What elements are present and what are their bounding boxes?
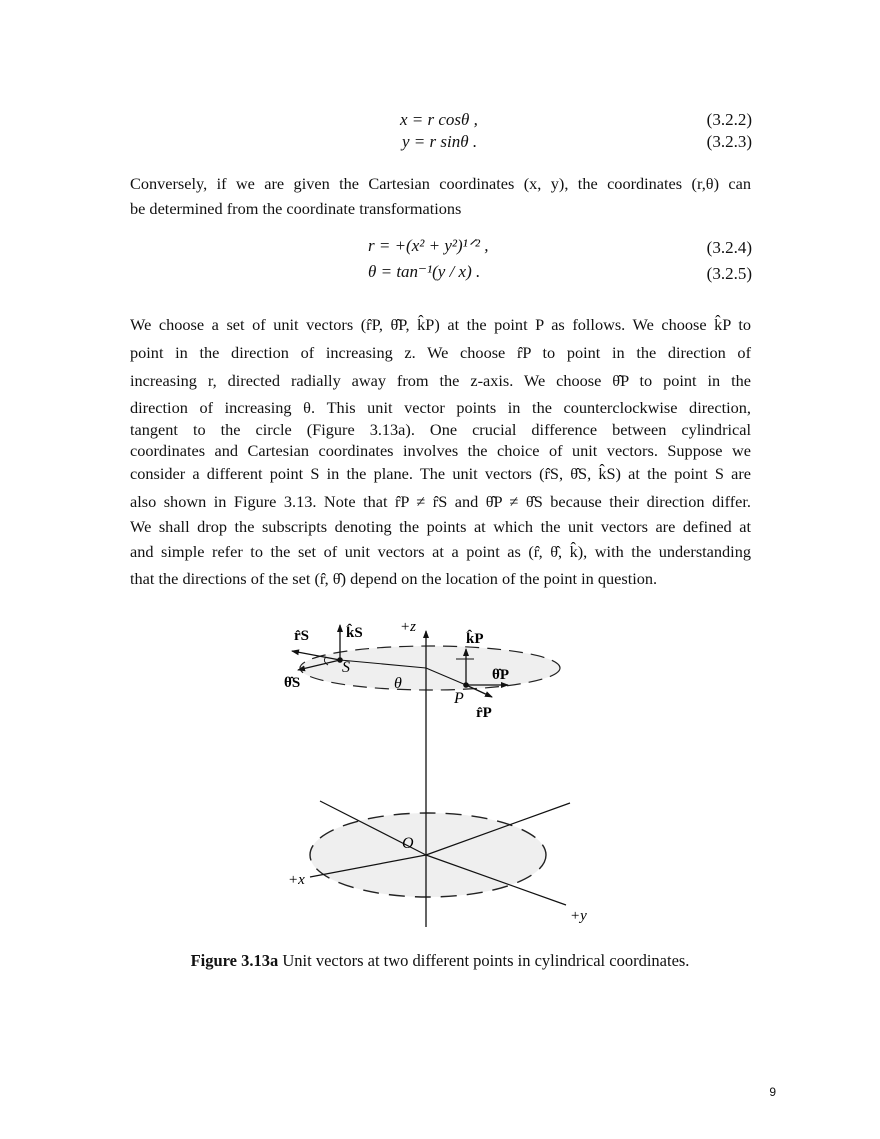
theta-P-label: θ̂P [492,667,509,683]
equation-3-2-3: y = r sinθ . [402,132,478,151]
text-line: We choose a set of unit vectors (r̂P, θ̂P, k̂P) at the point P as follows. We choose k̂P to [130,315,751,334]
r-P-label: r̂P [476,705,492,721]
text-line: We shall drop the subscripts denoting the points at which the unit vectors are defined at [130,517,751,536]
text-line: be determined from the coordinate transformations [130,198,462,218]
page-number: 9 [769,1085,776,1099]
plus-x-label: +x [288,872,305,888]
text-line: tangent to the circle (Figure 3.13a). One crucial difference between cylindrical [130,420,751,439]
text-line: direction of increasing θ. This unit vector points in the counterclockwise direction, [130,398,751,417]
k-P-label: k̂P [466,631,484,647]
caption-text: Unit vectors at two different points in cylindrical coordinates. [278,951,690,970]
point-S-label: S [342,659,350,676]
text-line: point in the direction of increasing z. We choose r̂P to point in the direction of [130,343,751,362]
equation-number: (3.2.3) [706,132,752,151]
plus-z-label: +z [400,619,416,635]
r-S-label: r̂S [294,628,309,644]
paragraph-conversely [130,172,751,221]
text-line: increasing r, directed radially away from the z-axis. We choose θ̂P to point in the [130,371,751,390]
paragraph-unit-vectors [130,312,751,591]
equation-3-2-4: r = +(x² + y²)¹ᐟ² , [368,236,489,255]
text-line: and simple refer to the set of unit vectors at a point as (r̂, θ̂, k̂), with the understanding [130,542,751,561]
origin-label: O [402,835,414,852]
equation-number: (3.2.5) [706,264,752,283]
cylindrical-coordinates-figure [270,605,600,935]
text-line: also shown in Figure 3.13. Note that r̂P ≠ r̂S and θ̂P ≠ θ̂S because their direction differ. [130,492,751,511]
text-line: consider a different point S in the plane. The unit vectors (r̂S, θ̂S, k̂S) at the point S are [130,464,751,483]
plus-y-label: +y [570,908,587,924]
equation-3-2-2: x = r cosθ , [400,110,478,129]
figure-caption [0,951,880,971]
caption-label: Figure 3.13a [190,951,279,970]
equation-number: (3.2.4) [706,238,752,257]
text-line: coordinates and Cartesian coordinates involves the choice of unit vectors. Suppose we [130,441,751,460]
theta-S-label: θ̂S [284,675,301,691]
text-line: that the directions of the set (r̂, θ̂) depend on the location of the point in question. [130,569,658,588]
k-S-label: k̂S [346,625,363,641]
equation-3-2-5: θ = tan⁻¹(y / x) . [368,262,481,281]
equation-number: (3.2.2) [706,110,752,129]
point-P-label: P [454,690,464,707]
theta-angle-label: θ [394,675,402,692]
text-line: Conversely, if we are given the Cartesian coordinates (x, y), the coordinates (r,θ) can [130,174,751,193]
